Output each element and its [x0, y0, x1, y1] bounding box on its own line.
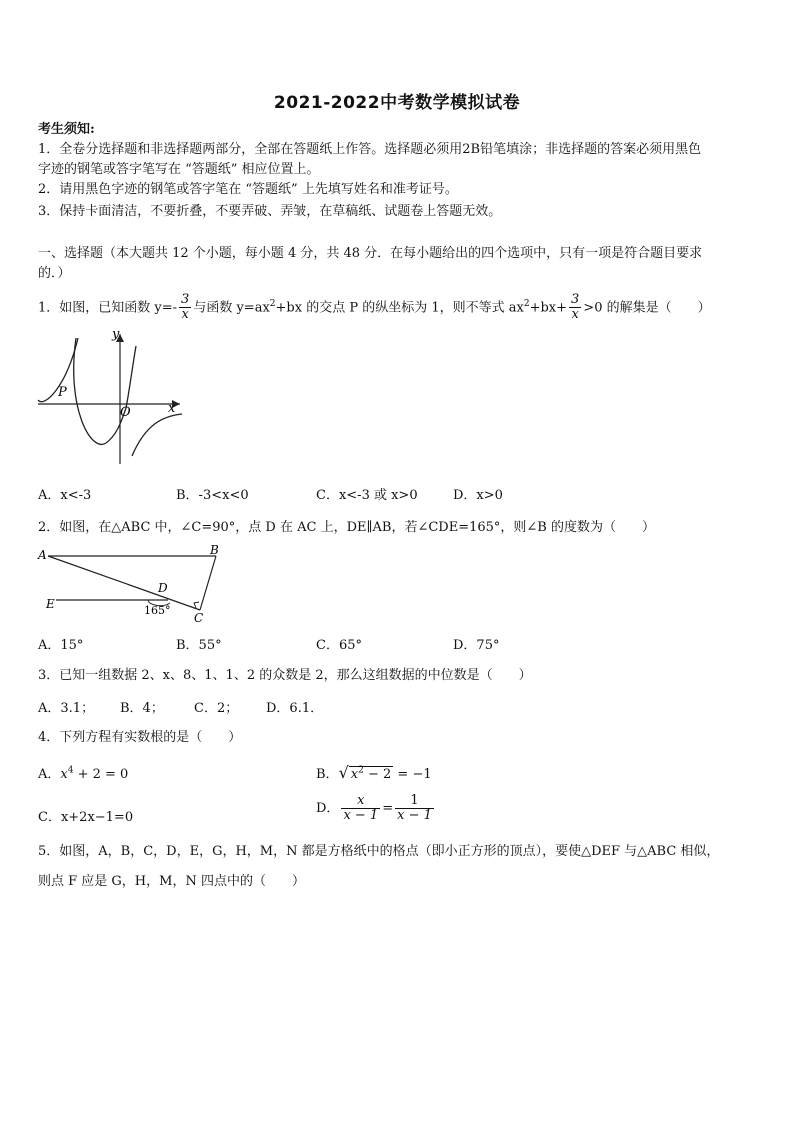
- q2-option-d: D．75°: [453, 638, 500, 653]
- q4-option-a: A．$x^4 + 2 = 0$: [38, 765, 129, 782]
- section-heading-cont: 的．）: [38, 266, 71, 281]
- question-1-figure: [36, 328, 186, 468]
- x-axis-label: x: [168, 401, 176, 416]
- q3-option-b: B．4；: [120, 701, 164, 716]
- question-2-figure: [36, 542, 236, 628]
- q2-option-c: C．65°: [316, 638, 362, 653]
- question-1-text: 1．如图，已知函数 y=- $\frac{3}{x}$ 与函数 $y=ax^2+bx$ 的交点 P 的纵坐标为 1，则不等式 $ax^2+bx+$ $\frac{3}{x}$ >0 的解集是（ ）: [38, 292, 711, 323]
- section-heading: 一、选择题（本大题共 12 个小题，每小题 4 分，共 48 分．在每小题给出的四个选项中，只有一项是符合题目要求: [38, 246, 703, 261]
- question-4-text: 4．下列方程有实数根的是（ ）: [38, 730, 242, 745]
- q1-option-c: C．x<-3 或 x>0: [316, 488, 418, 503]
- question-3-text: 3．已知一组数据 2、x、8、1、1、2 的众数是 2，那么这组数据的中位数是（ ）: [38, 668, 532, 683]
- question-5-text-cont: 则点 F 应是 G，H，M，N 四点中的（ ）: [38, 874, 305, 889]
- q4-option-d: D． $\frac{x}{x - 1}$ = $\frac{1}{x - 1}$: [316, 793, 432, 823]
- point-d-label: D: [158, 581, 168, 595]
- q2-option-b: B．55°: [176, 638, 222, 653]
- angle-label: 165°: [144, 604, 171, 617]
- point-e-label: E: [46, 597, 55, 611]
- q2-option-a: A．15°: [38, 638, 84, 653]
- q1-option-a: A．x<-3: [38, 488, 92, 503]
- notice-item: 3．保持卡面清洁，不要折叠，不要弄破、弄皱，在草稿纸、试题卷上答题无效。: [38, 204, 502, 219]
- q1-option-b: B．-3<x<0: [176, 488, 249, 503]
- question-2-text: 2．如图，在△ABC 中，∠C=90°，点 D 在 AC 上，DE∥AB，若∠CDE=165°，则∠B 的度数为（ ）: [38, 520, 655, 535]
- vertex-a-label: A: [38, 548, 47, 562]
- q1-option-d: D．x>0: [453, 488, 503, 503]
- q3-option-a: A．3.1；: [38, 701, 95, 716]
- vertex-c-label: C: [194, 611, 204, 625]
- origin-label: O: [120, 405, 131, 420]
- point-p-label: P: [58, 385, 67, 400]
- page-title: 2021-2022中考数学模拟试卷: [273, 93, 521, 113]
- vertex-b-label: B: [210, 543, 219, 557]
- q3-option-c: C．2；: [194, 701, 239, 716]
- notice-item: 1．全卷分选择题和非选择题两部分，全部在答题纸上作答。选择题必须用2B铅笔填涂；非选择题的答案必须用黑色: [38, 142, 702, 157]
- q3-option-d: D．6.1．: [266, 701, 324, 716]
- y-axis-label: y: [112, 328, 120, 342]
- q4-option-c: C．x+2x−1=0: [38, 810, 134, 825]
- q4-option-b: B．√ $x^2 - 2 = -1$: [316, 763, 432, 782]
- notice-heading: 考生须知:: [38, 122, 95, 137]
- notice-item: 2．请用黑色字迹的钢笔或答字笔在 “答题纸” 上先填写姓名和准考证号。: [38, 182, 458, 197]
- question-5-text: 5．如图，A，B，C，D，E，G，H，M，N 都是方格纸中的格点（即小正方形的顶点），要使△DEF 与△ABC 相似，: [38, 844, 720, 859]
- notice-item: 字迹的钢笔或答字笔写在 “答题纸” 相应位置上。: [38, 162, 320, 177]
